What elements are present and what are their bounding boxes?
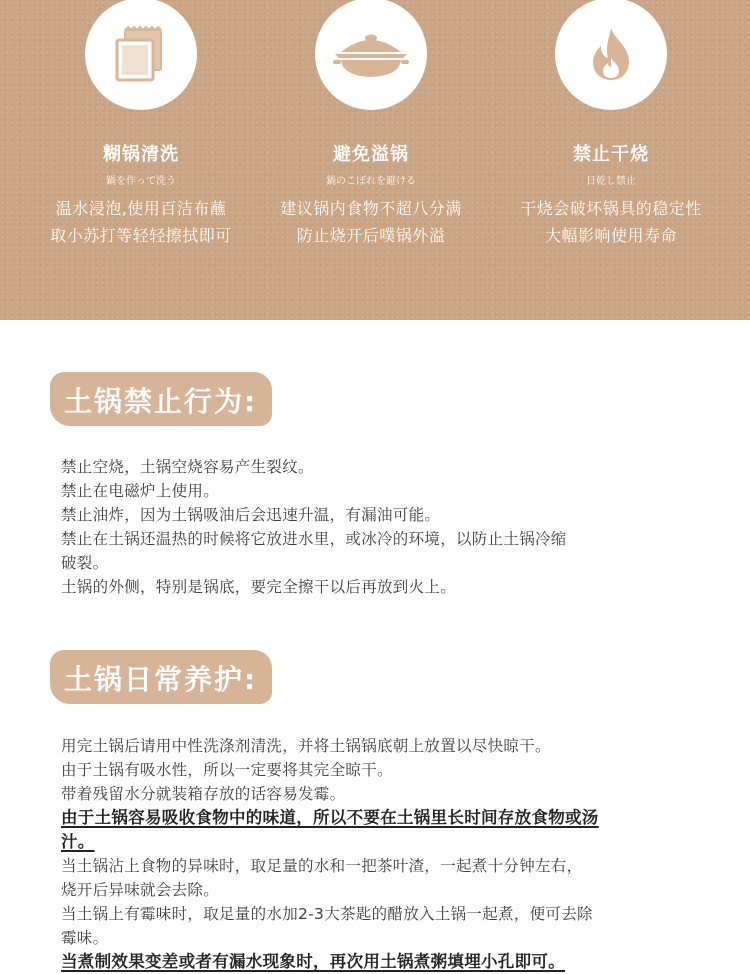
text-line: 由于土锅有吸水性，所以一定要将其完全晾干。 bbox=[61, 761, 393, 779]
section-daily-care-text bbox=[61, 734, 701, 974]
cloth-icon bbox=[85, 0, 197, 110]
text-line: 当土锅上有霉味时，取足量的水加2-3大茶匙的醋放入土锅一起煮，便可去除 bbox=[61, 905, 593, 923]
text-line: 禁止在土锅还温热的时候将它放进水里，或冰冷的环境，以防止土锅冷缩 bbox=[61, 530, 567, 548]
feature-desc-line: 温水浸泡,使用百洁布蘸 bbox=[55, 199, 227, 218]
feature-description bbox=[486, 195, 736, 249]
feature-icon-circle bbox=[315, 0, 427, 110]
feature-desc-line: 干烧会破坏锅具的稳定性 bbox=[520, 199, 702, 218]
pot-icon bbox=[315, 0, 427, 110]
feature-subtitle: 鍋を作って洗う bbox=[106, 176, 176, 187]
top-banner bbox=[0, 0, 750, 320]
text-line: 土锅的外侧，特别是锅底，要完全擦干以后再放到火上。 bbox=[61, 578, 457, 596]
feature-title: 避免溢锅 bbox=[333, 144, 409, 165]
feature-description bbox=[16, 195, 266, 249]
feature-burnt-pot-cleaning bbox=[16, 0, 266, 249]
feature-subtitle: 鍋のこぼれを避ける bbox=[326, 176, 416, 187]
feature-title: 糊锅清洗 bbox=[103, 144, 179, 165]
feature-desc-line: 大幅影响使用寿命 bbox=[544, 226, 677, 245]
section-heading-prohibited: 土锅禁止行为: bbox=[50, 372, 272, 426]
emphasized-text-line: 汁。 bbox=[61, 832, 95, 851]
text-line: 用完土锅后请用中性洗涤剂清洗，并将土锅锅底朝上放置以尽快晾干。 bbox=[61, 737, 551, 755]
text-line: 烧开后异味就会去除。 bbox=[61, 881, 220, 899]
flame-icon bbox=[555, 0, 667, 110]
feature-icon-circle bbox=[85, 0, 197, 110]
feature-desc-line: 取小苏打等轻轻擦拭即可 bbox=[50, 226, 232, 245]
text-line: 霉味。 bbox=[61, 929, 109, 947]
feature-avoid-overflow bbox=[246, 0, 496, 249]
feature-icon-circle bbox=[555, 0, 667, 110]
feature-desc-line: 建议锅内食物不超八分满 bbox=[280, 199, 462, 218]
section-prohibited-text bbox=[61, 455, 701, 599]
text-line: 带着残留水分就装箱存放的话容易发霉。 bbox=[61, 785, 346, 803]
feature-description bbox=[246, 195, 496, 249]
text-line: 当土锅沾上食物的异味时，取足量的水和一把茶叶渣，一起煮十分钟左右， bbox=[61, 857, 583, 875]
text-line: 破裂。 bbox=[61, 554, 109, 572]
feature-title: 禁止干烧 bbox=[573, 144, 649, 165]
text-line: 禁止空烧，土锅空烧容易产生裂纹。 bbox=[61, 458, 314, 476]
feature-desc-line: 防止烧开后噗锅外溢 bbox=[296, 226, 446, 245]
emphasized-text-line: 由于土锅容易吸收食物中的味道，所以不要在土锅里长时间存放食物或汤 bbox=[61, 808, 599, 827]
emphasized-text-line: 当煮制效果变差或者有漏水现象时，再次用土锅煮粥填埋小孔即可。 bbox=[61, 952, 565, 971]
feature-no-dry-burning bbox=[486, 0, 736, 249]
section-heading-daily-care: 土锅日常养护: bbox=[50, 650, 272, 704]
text-line: 禁止油炸，因为土锅吸油后会迅速升温，有漏油可能。 bbox=[61, 506, 441, 524]
text-line: 禁止在电磁炉上使用。 bbox=[61, 482, 220, 500]
feature-subtitle: 日乾し禁止 bbox=[586, 176, 636, 187]
